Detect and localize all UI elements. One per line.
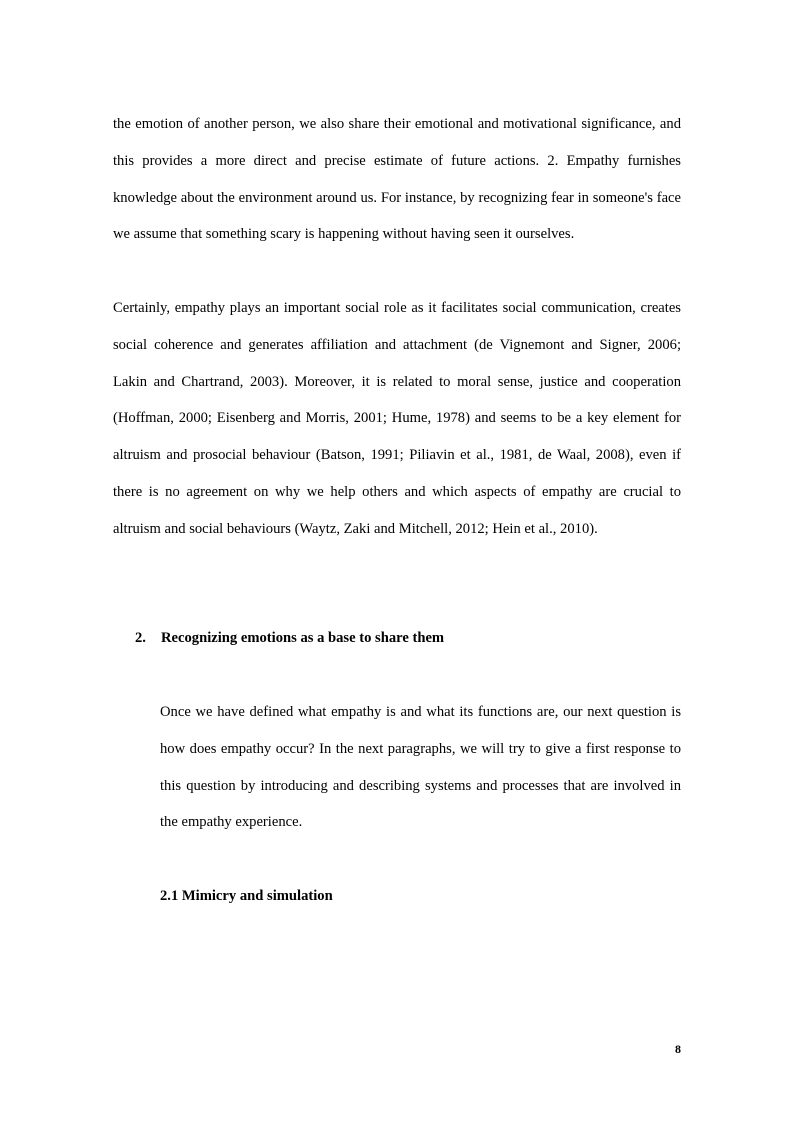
section-title: Recognizing emotions as a base to share them	[161, 630, 445, 646]
body-paragraph-empathy-functions: the emotion of another person, we also share their emotional and motivational significance, and this provides a more direct and precise estimate of future actions. 2. Empathy furnishes knowledge about the environment around us. For instance, by recognizing fear in someone's face we assume that something scary is happening without having seen it ourselves.	[113, 116, 681, 243]
section-heading-2	[135, 628, 444, 648]
subsection-heading-2-1: 2.1 Mimicry and simulation	[160, 888, 333, 904]
page-number: 8	[675, 1042, 681, 1056]
body-paragraph-social-role: Certainly, empathy plays an important social role as it facilitates social communication, creates social coherence and generates affiliation and attachment (de Vignemont and Signer, 2006; Lakin and Chartrand, 2003). Moreover, it is related to moral sense, justice and cooperation (Hoffman, 2000; Eisenberg and Morris, 2001; Hume, 1978) and seems to be a key element for altruism and prosocial behaviour (Batson, 1991; Piliavin et al., 1981, de Waal, 2008), even if there is no agreement on why we help others and which aspects of empathy are crucial to altruism and social behaviours (Waytz, Zaki and Mitchell, 2012; Hein et al., 2010).	[113, 300, 681, 537]
body-paragraph-how-empathy-occurs: Once we have defined what empathy is and what its functions are, our next question is how does empathy occur? In the next paragraphs, we will try to give a first response to this question by introducing and describing systems and processes that are involved in the empathy experience.	[160, 704, 681, 831]
section-number: 2.	[135, 630, 146, 646]
